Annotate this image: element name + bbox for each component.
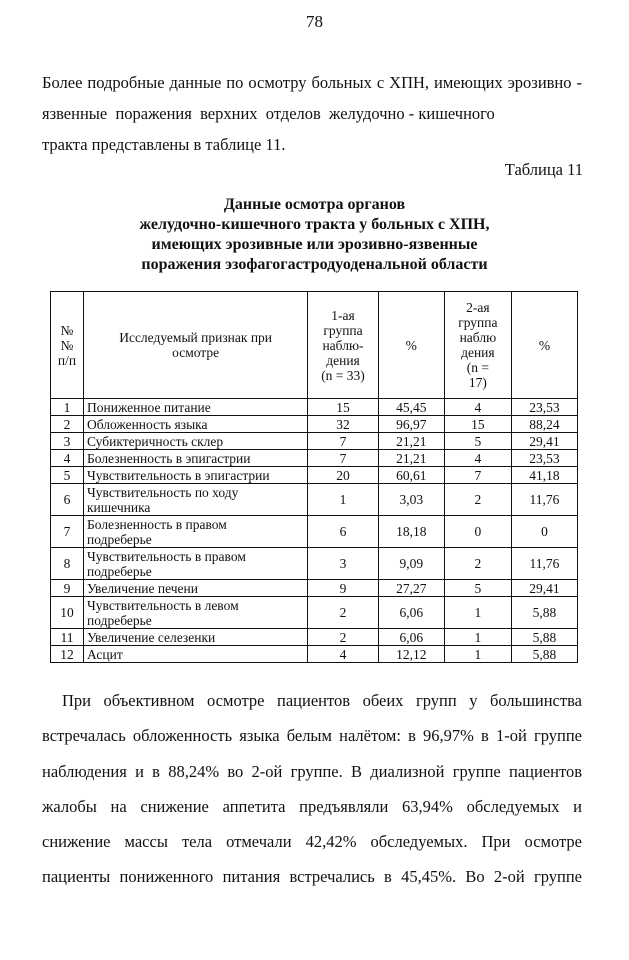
cell-percent1: 27,27	[378, 580, 444, 597]
cell-percent2: 29,41	[511, 580, 577, 597]
cell-sign-line: Болезненность в правом	[87, 516, 227, 532]
examination-table	[50, 291, 578, 663]
cell-percent2: 11,76	[511, 484, 577, 516]
cell-group2: 7	[444, 467, 511, 484]
header-group2-line: (n =	[466, 360, 489, 375]
header-sign-line: Исследуемый признак при	[119, 330, 273, 345]
body-line: встречалась обложенность языка белым налётом: в 96,97% в 1-ой группе	[42, 726, 582, 745]
intro-line: язвенные поражения верхних отделов желудочно - кишечного	[42, 104, 495, 123]
table-title-line: имеющих эрозивные или эрозивно-язвенные	[151, 236, 478, 253]
cell-percent1: 21,21	[378, 450, 444, 467]
cell-group2: 5	[444, 580, 511, 597]
table-row	[51, 629, 578, 646]
header-group1-line: группа	[323, 322, 363, 338]
cell-percent1: 18,18	[378, 516, 444, 548]
header-num	[51, 292, 84, 399]
cell-percent1: 60,61	[378, 467, 444, 484]
cell-num: 5	[51, 467, 84, 484]
cell-group1: 3	[308, 548, 379, 580]
table-row	[51, 399, 578, 416]
header-group2-line: наблю	[459, 330, 497, 345]
cell-group1: 32	[308, 416, 379, 433]
cell-group1: 9	[308, 580, 379, 597]
cell-num: 3	[51, 433, 84, 450]
cell-group1: 4	[308, 646, 379, 663]
cell-sign-line: Асцит	[87, 646, 123, 662]
table-row	[51, 516, 578, 548]
cell-percent1: 9,09	[378, 548, 444, 580]
cell-percent2: 23,53	[511, 450, 577, 467]
cell-sign	[84, 467, 308, 484]
cell-sign	[84, 580, 308, 597]
cell-percent2: 5,88	[511, 597, 577, 629]
header-group1-line: 1-ая	[331, 307, 355, 323]
table-caption: Таблица 11	[504, 160, 583, 179]
cell-sign	[84, 484, 308, 516]
cell-group2: 1	[444, 629, 511, 646]
table-title	[0, 195, 629, 275]
cell-num: 6	[51, 484, 84, 516]
cell-sign-line: Чувствительность в эпигастрии	[87, 467, 270, 483]
table-header-row	[51, 292, 578, 399]
cell-percent2: 0	[511, 516, 577, 548]
cell-sign-line: Болезненность в эпигастрии	[87, 450, 251, 466]
cell-percent1: 21,21	[378, 433, 444, 450]
table-row	[51, 467, 578, 484]
body-line: жалобы на снижение аппетита предъявляли 63,94% обследуемых и	[42, 797, 582, 816]
cell-percent1: 6,06	[378, 629, 444, 646]
header-sign	[84, 292, 308, 399]
cell-group1: 15	[308, 399, 379, 416]
header-group2-line: 17)	[468, 375, 487, 390]
cell-percent2: 23,53	[511, 399, 577, 416]
cell-group1: 1	[308, 484, 379, 516]
cell-percent2: 5,88	[511, 629, 577, 646]
table-row	[51, 433, 578, 450]
cell-percent1: 96,97	[378, 416, 444, 433]
header-num-line: №	[60, 337, 74, 353]
intro-line: Более подробные данные по осмотру больных с ХПН, имеющих эрозивно -	[42, 73, 582, 92]
cell-sign	[84, 629, 308, 646]
body-line: пациенты пониженного питания встречались в 45,45%. Во 2-ой группе	[42, 867, 582, 886]
cell-group1: 20	[308, 467, 379, 484]
cell-num: 1	[51, 399, 84, 416]
cell-sign-line: кишечника	[87, 499, 151, 515]
cell-sign-line: подреберье	[87, 563, 152, 579]
cell-sign	[84, 516, 308, 548]
cell-percent2: 5,88	[511, 646, 577, 663]
cell-num: 9	[51, 580, 84, 597]
cell-percent2: 29,41	[511, 433, 577, 450]
table-title-line: желудочно-кишечного тракта у больных с ХПН,	[139, 216, 490, 233]
header-group1-line: наблю-	[322, 337, 364, 353]
cell-num: 2	[51, 416, 84, 433]
header-sign-line: осмотре	[172, 345, 220, 360]
cell-num: 10	[51, 597, 84, 629]
cell-num: 4	[51, 450, 84, 467]
cell-sign	[84, 416, 308, 433]
header-group2-line: дения	[461, 345, 495, 360]
cell-group2: 1	[444, 646, 511, 663]
cell-sign-line: Пониженное питание	[87, 399, 211, 415]
cell-percent1: 3,03	[378, 484, 444, 516]
cell-group2: 1	[444, 597, 511, 629]
table-row	[51, 646, 578, 663]
cell-percent1: 45,45	[378, 399, 444, 416]
table-row	[51, 416, 578, 433]
table-title-line: поражения эзофагогастродуоденальной области	[141, 256, 488, 273]
header-group2-line: группа	[458, 315, 498, 330]
header-group2	[444, 292, 511, 399]
cell-sign-line: подреберье	[87, 531, 152, 547]
cell-group1: 6	[308, 516, 379, 548]
cell-sign	[84, 433, 308, 450]
cell-sign-line: Чувствительность в левом	[87, 597, 239, 613]
table-row	[51, 548, 578, 580]
cell-num: 7	[51, 516, 84, 548]
table-row	[51, 580, 578, 597]
cell-percent1: 6,06	[378, 597, 444, 629]
cell-sign	[84, 450, 308, 467]
cell-group2: 0	[444, 516, 511, 548]
page-number: 78	[306, 12, 323, 31]
cell-sign	[84, 548, 308, 580]
cell-group2: 15	[444, 416, 511, 433]
cell-sign-line: подреберье	[87, 612, 152, 628]
body-line: наблюдения и в 88,24% во 2-ой группе. В диализной группе пациентов	[42, 762, 582, 781]
cell-group2: 4	[444, 450, 511, 467]
header-group2-line: 2-ая	[466, 300, 490, 315]
cell-num: 11	[51, 629, 84, 646]
cell-sign-line: Чувствительность по ходу	[87, 484, 239, 500]
cell-percent2: 88,24	[511, 416, 577, 433]
cell-group2: 4	[444, 399, 511, 416]
cell-group1: 2	[308, 629, 379, 646]
cell-num: 12	[51, 646, 84, 663]
cell-group2: 2	[444, 484, 511, 516]
cell-sign	[84, 399, 308, 416]
cell-percent2: 41,18	[511, 467, 577, 484]
cell-sign-line: Увеличение печени	[87, 580, 198, 596]
cell-sign-line: Увеличение селезенки	[87, 629, 216, 645]
table-row	[51, 484, 578, 516]
cell-group1: 7	[308, 433, 379, 450]
cell-group1: 7	[308, 450, 379, 467]
cell-group2: 2	[444, 548, 511, 580]
intro-line: тракта представлены в таблице 11.	[42, 135, 286, 154]
header-percent1: %	[378, 292, 444, 399]
body-line: снижение массы тела отмечали 42,42% обследуемых. При осмотре	[42, 832, 582, 851]
header-num-line: п/п	[57, 352, 77, 368]
header-group1-line: дения	[326, 352, 360, 368]
cell-sign	[84, 646, 308, 663]
cell-sign-line: Чувствительность в правом	[87, 548, 246, 564]
cell-group1: 2	[308, 597, 379, 629]
cell-sign-line: Обложенность языка	[87, 416, 208, 432]
cell-percent2: 11,76	[511, 548, 577, 580]
table-title-line: Данные осмотра органов	[223, 196, 406, 213]
header-num-line: №	[60, 322, 74, 338]
header-percent2: %	[511, 292, 577, 399]
table-row	[51, 450, 578, 467]
cell-num: 8	[51, 548, 84, 580]
cell-sign	[84, 597, 308, 629]
body-line: При объективном осмотре пациентов обеих групп у большинства	[62, 691, 582, 710]
header-group1	[308, 292, 379, 399]
cell-percent1: 12,12	[378, 646, 444, 663]
cell-group2: 5	[444, 433, 511, 450]
header-group1-line: (n = 33)	[321, 367, 365, 383]
cell-sign-line: Субиктеричность склер	[87, 433, 224, 449]
table-row	[51, 597, 578, 629]
